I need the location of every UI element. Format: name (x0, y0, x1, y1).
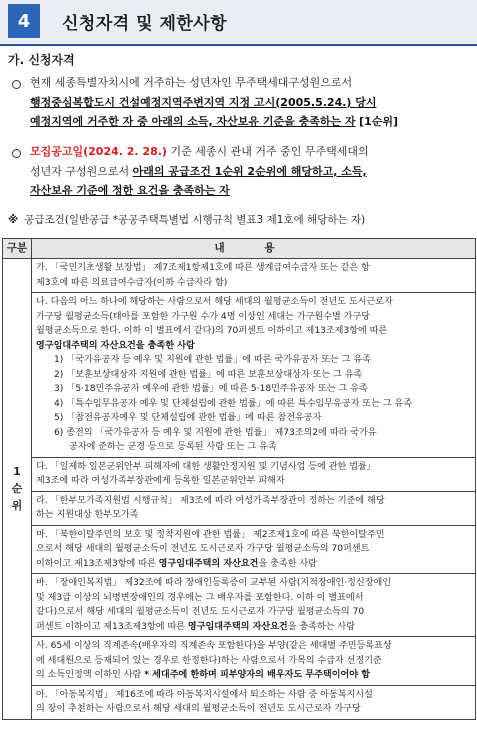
row-da-line: 제3조에 따라 여성가족부장관에게 등록한 일본군위안부 피해자 (36, 476, 285, 486)
rank-char-2: 위 (11, 499, 23, 513)
p2-line2-text: 성년자 구성원으로서 (30, 164, 133, 178)
table-row (3, 491, 476, 525)
note-symbol: ※ (8, 214, 19, 226)
row-na-item: 6) 종전의 「국가유공자 등 예우 및 지원에 관한 법률」 제73조의2에 따라 국가유 (54, 427, 377, 438)
row-sa-line: 사. 65세 이상의 직계존속(배우자의 직계존속 포함한다)을 부양(같은 세대별 주민등록표상 (36, 641, 392, 651)
announcement-date: 모집공고일(2024. 2. 28.) (30, 145, 167, 158)
row-ma-text: 이하이고 제13조제3항에 따른 (36, 558, 159, 569)
p2-line2 (30, 162, 472, 182)
p1-line3 (30, 112, 472, 132)
row-na-line: 영구임대주택의 자산요건을 충족한 사람 (36, 340, 195, 351)
table-row (3, 637, 476, 686)
row-na-line: 월평균소득으로 한다. 이하 이 별표에서 같다)의 70퍼센트 이하이고 제13조제3항에 따른 (36, 326, 388, 336)
p2-line3: 자산보유 기준에 정한 요건을 충족하는 자 (30, 184, 230, 197)
table-row (3, 525, 476, 574)
section-title: 신청자격 및 제한사항 (62, 14, 228, 34)
rank-char-1: 순 (11, 482, 23, 496)
row-a (32, 685, 476, 719)
table-row (3, 685, 476, 719)
row-sa-line (36, 668, 471, 683)
row-ba-line: 같다)으로서 해당 세대의 월평균소득이 전년도 도시근로자 가구당 월평균소득의 70 (36, 607, 365, 617)
eligibility-paragraph-1 (30, 73, 472, 132)
row-ma (32, 525, 476, 574)
row-ma-line: 마. 「북한이탈주민의 보호 및 정착지원에 관한 법률」 제2조제1호에 따른 북한이탈주민 (36, 529, 385, 540)
row-da-line: 다. 「일제하 일본군위안부 피해자에 대한 생활안정지원 및 기념사업 등에 관한 법률」 (36, 461, 376, 472)
circle-bullet-icon (12, 149, 21, 158)
row-na-item: 공자에 준하는 군경 등으로 등록된 사람 또는 그 유족 (69, 442, 277, 452)
row-sa-emph: * 세대주에 한하며 피부양자의 배우자도 무주택이어야 함 (144, 670, 370, 680)
supply-condition-note (8, 212, 365, 227)
table-row (3, 259, 476, 293)
table-row (3, 574, 476, 637)
p2-line2-emph: 아래의 공급조건 1순위 2순위에 해당하고, 소득, (132, 164, 367, 178)
row-ba-line (36, 620, 471, 635)
row-ga (32, 259, 476, 293)
row-ma-text: 을 충족한 사람 (258, 558, 317, 569)
circle-bullet-icon (12, 80, 21, 89)
p1-line2: 행정중심복합도시 건설예정지역주변지역 지정 고시(2005.5.24.) 당시 (30, 95, 377, 109)
p1-rank-label: [1순위] (359, 115, 399, 128)
table-header-row (3, 239, 476, 259)
row-da (32, 457, 476, 491)
row-ma-line (36, 557, 471, 572)
row-na-line: 나. 다음의 어느 하나에 해당하는 사람으로서 해당 세대의 월평균소득이 전년도 도시근로자 (36, 297, 393, 307)
row-ba-emph: 영구임대주택의 자산요건 (187, 621, 288, 632)
row-sa (32, 637, 476, 686)
note-text: 공급조건(일반공급 *공공주택특별법 시행규칙 별표3 제1호에 해당하는 자) (24, 214, 366, 226)
header-gubun: 구분 (3, 239, 32, 259)
row-ra (32, 491, 476, 525)
p1-line3-text: 예정지역에 거주한 자 중 아래의 소득, 자산보유 기준을 충족하는 자 (30, 115, 356, 128)
row-ba-text: 퍼센트 이하이고 제13조제3항에 따른 (36, 621, 188, 632)
eligibility-paragraph-2 (30, 142, 472, 201)
row-na-item: 4) 「특수임무유공자 예우 및 단체설립에 관한 법률」에 따른 특수임무유공자 또는 그 유족 (54, 398, 412, 409)
header-content: 내 용 (32, 239, 476, 259)
row-ba-text: 을 충족하는 사람 (287, 621, 355, 632)
row-a-line: 의 장이 추천하는 사람으로서 해당 세대의 월평균소득이 전년도 도시근로자 가구당 (36, 704, 361, 714)
eligibility-table (2, 238, 476, 720)
table-row (3, 293, 476, 458)
row-na-item: 3) 「5·18민주유공자 예우에 관한 법률」에 따른 5·18민주유공자 또는 그 유족 (54, 384, 368, 394)
row-ga-line: 가. 「국민기초생활 보장법」 제7조제1항제1호에 따른 생계급여수급자 또는 같은 항 (36, 263, 370, 273)
row-ma-emph: 영구임대주택의 자산요건 (158, 558, 259, 569)
rank-group-cell (3, 259, 32, 720)
p2-line1-rest: 기준 세종시 관내 거주 중인 무주택세대의 (166, 145, 369, 158)
section-header (0, 0, 477, 46)
p1-line1: 현재 세종특별자치시에 거주하는 성년자인 무주택세대구성원으로서 (30, 76, 353, 89)
row-ba-line: 및 제3급 이상의 뇌병변장애인의 경우에는 그 배우자를 포함한다. 이하 이 별표에서 (36, 592, 364, 603)
subheading: 가. 신청자격 (8, 53, 75, 67)
row-na-item: 2) 「보훈보상대상자 지원에 관한 법률」에 따른 보훈보상대상자 또는 그 유족 (54, 369, 363, 380)
table-row (3, 457, 476, 491)
row-na-line: 가구당 월평균소득(태아를 포함한 가구원 수가 4명 이상인 세대는 가구원수별 가구당 (36, 311, 371, 322)
row-na (32, 293, 476, 458)
row-ba-line: 바. 「장애인복지법」 제32조에 따라 장애인등록증이 교부된 사람(지적장애인·정신장애인 (36, 578, 392, 588)
row-ga-line: 제3호에 따른 의료급여수급자(이하 수급자라 함) (36, 277, 228, 288)
row-ra-line: 라. 「한부모가족지원법 시행규칙」 제3조에 따라 여성가족부장관이 정하는 기준에 해당 (36, 495, 385, 506)
row-ma-line: 으로서 해당 세대의 월평균소득이 전년도 도시근로자 가구당 월평균소득의 70퍼센트 (36, 544, 370, 554)
row-na-item: 1) 「국가유공자 등 예우 및 지원에 관한 법률」에 따른 국가유공자 또는 그 유족 (54, 355, 371, 365)
row-na-item: 5) 「참전유공자예우 및 단체설립에 관한 법률」에 따른 참전유공자 (54, 413, 322, 423)
p2-line1 (30, 142, 472, 162)
row-sa-line: 에 세대원으로 등재되어 있는 경우로 한정한다)하는 사람으로서 가목의 수급자 선정기준 (36, 655, 382, 666)
row-a-line: 아. 「아동복지법」 제16조에 따라 아동복지시설에서 퇴소하는 사람 중 아동복지시설 (36, 689, 373, 700)
row-sa-text: 의 소득인정액 이하인 사람 (36, 670, 145, 680)
rank-number: 1 (13, 465, 21, 479)
row-ra-line: 하는 지원대상 한부모가족 (36, 510, 139, 520)
section-number-badge: 4 (8, 4, 40, 38)
row-ba (32, 574, 476, 637)
